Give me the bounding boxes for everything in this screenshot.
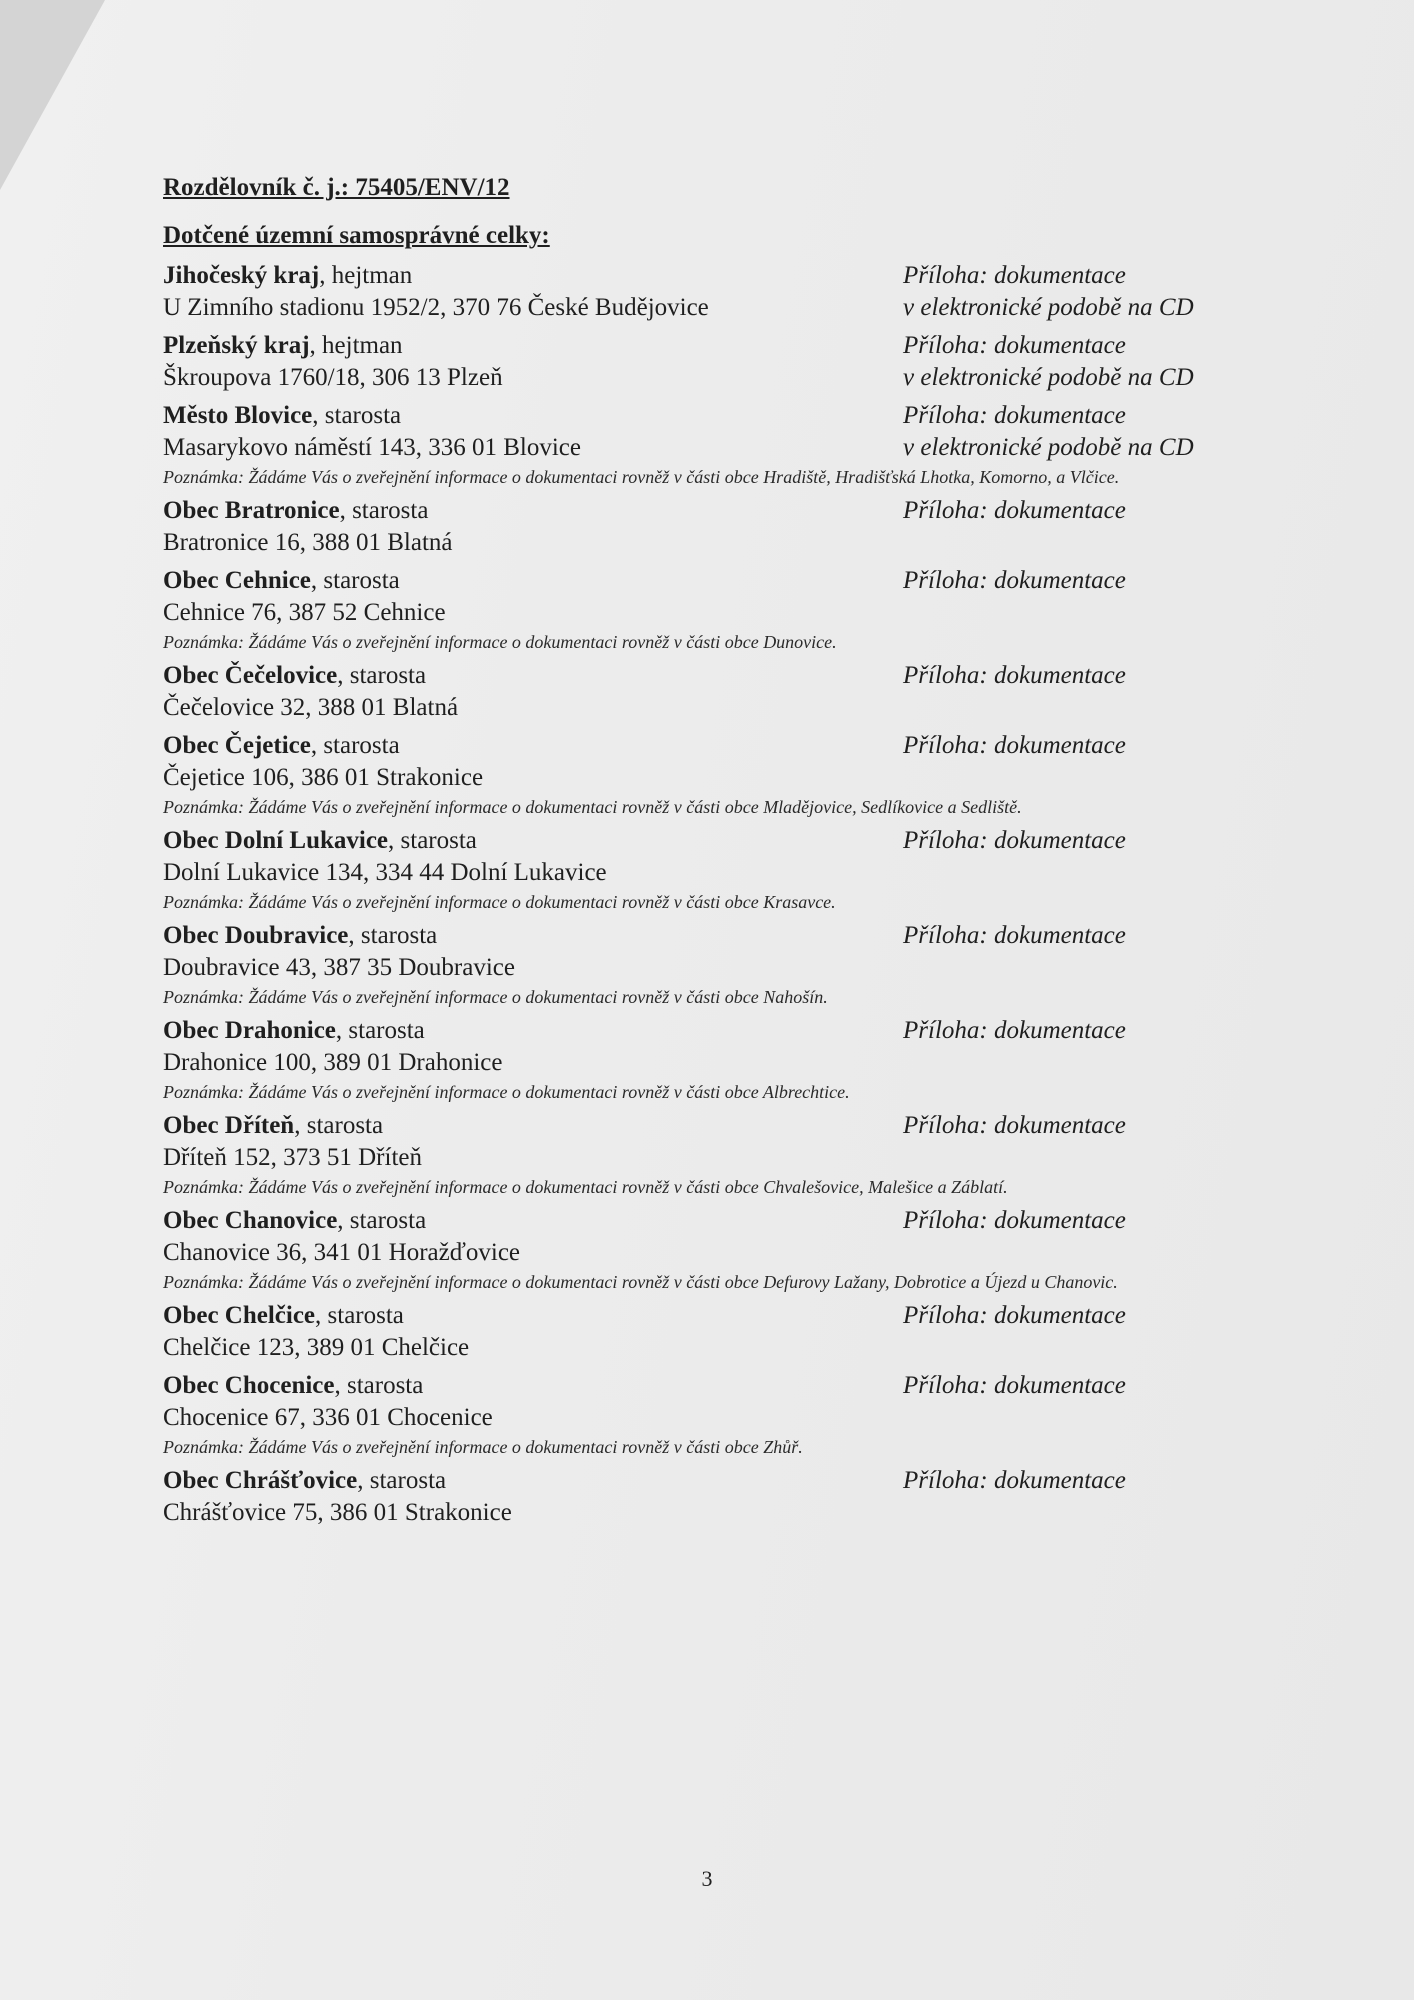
page-number: 3 xyxy=(701,1866,713,1891)
recipient-name: Obec Čečelovice xyxy=(163,662,338,689)
recipient-role: , starosta xyxy=(315,1302,404,1329)
recipient-entry xyxy=(163,565,1248,654)
recipient-role: , starosta xyxy=(337,1207,427,1234)
attachment-label: Příloha: dokumentace xyxy=(903,732,1126,759)
attachment-label: Příloha: dokumentace xyxy=(903,1372,1126,1399)
attachment-label: Příloha: dokumentace xyxy=(903,922,1126,949)
recipient-heading xyxy=(163,330,403,362)
recipient-note: Poznámka: Žádáme Vás o zveřejnění informace o dokumentaci rovněž v části obce Krasavce. xyxy=(163,892,836,912)
recipient-heading xyxy=(163,565,400,597)
attachment-label: Příloha: dokumentace xyxy=(903,1302,1126,1329)
recipient-heading xyxy=(163,1015,425,1047)
recipient-address: Chrášťovice 75, 386 01 Strakonice xyxy=(163,1499,512,1526)
recipient-role: , starosta xyxy=(294,1112,384,1139)
attachment-label: Příloha: dokumentace xyxy=(903,332,1126,359)
recipient-entry xyxy=(163,495,1248,559)
recipient-name: Plzeňský kraj xyxy=(163,332,310,359)
attachment-detail: v elektronické podobě na CD xyxy=(903,294,1194,321)
recipient-address: Dříteň 152, 373 51 Dříteň xyxy=(163,1144,422,1171)
attachment-label: Příloha: dokumentace xyxy=(903,1207,1126,1234)
attachment-detail: v elektronické podobě na CD xyxy=(903,434,1194,461)
recipient-heading xyxy=(163,920,437,952)
recipient-address: Chocenice 67, 336 01 Chocenice xyxy=(163,1404,493,1431)
attachment-label: Příloha: dokumentace xyxy=(903,1112,1126,1139)
recipient-name: Obec Doubravice xyxy=(163,922,349,949)
recipient-name: Obec Chocenice xyxy=(163,1372,335,1399)
section-heading: Dotčené územní samosprávné celky: xyxy=(163,222,550,249)
attachment-label: Příloha: dokumentace xyxy=(903,1017,1126,1044)
recipient-entry xyxy=(163,730,1248,819)
recipient-name: Město Blovice xyxy=(163,402,313,429)
recipient-entry xyxy=(163,825,1248,914)
recipient-role: , hejtman xyxy=(319,262,413,289)
attachment-label: Příloha: dokumentace xyxy=(903,402,1126,429)
recipient-name: Jihočeský kraj xyxy=(163,262,320,289)
recipient-entry xyxy=(163,400,1248,489)
recipient-name: Obec Chanovice xyxy=(163,1207,338,1234)
attachment-label: Příloha: dokumentace xyxy=(903,827,1126,854)
recipient-role: , starosta xyxy=(339,497,429,524)
recipient-role: , starosta xyxy=(357,1467,447,1494)
recipient-heading xyxy=(163,660,426,692)
attachment-detail: v elektronické podobě na CD xyxy=(903,364,1194,391)
recipient-heading xyxy=(163,825,477,857)
recipient-entry xyxy=(163,1465,1248,1529)
recipient-address: Čečelovice 32, 388 01 Blatná xyxy=(163,694,459,721)
attachment-label: Příloha: dokumentace xyxy=(903,567,1126,594)
recipient-role: , starosta xyxy=(310,567,400,594)
recipient-heading xyxy=(163,400,401,432)
recipient-address: Čejetice 106, 386 01 Strakonice xyxy=(163,764,484,791)
recipient-address: Bratronice 16, 388 01 Blatná xyxy=(163,529,453,556)
recipient-address: Cehnice 76, 387 52 Cehnice xyxy=(163,599,446,626)
recipient-address: Doubravice 43, 387 35 Doubravice xyxy=(163,954,515,981)
recipient-entry xyxy=(163,1370,1248,1459)
recipient-note: Poznámka: Žádáme Vás o zveřejnění informace o dokumentaci rovněž v části obce Zhůř. xyxy=(163,1437,803,1457)
recipient-role: , starosta xyxy=(310,732,400,759)
recipient-address: Dolní Lukavice 134, 334 44 Dolní Lukavice xyxy=(163,859,607,886)
recipient-role: , starosta xyxy=(312,402,402,429)
recipient-name: Obec Bratronice xyxy=(163,497,340,524)
recipient-name: Obec Chrášťovice xyxy=(163,1467,358,1494)
recipient-heading xyxy=(163,260,412,292)
recipient-name: Obec Chelčice xyxy=(163,1302,316,1329)
recipient-note: Poznámka: Žádáme Vás o zveřejnění informace o dokumentaci rovněž v části obce Nahošín. xyxy=(163,987,828,1007)
recipient-entry xyxy=(163,920,1248,1009)
recipient-name: Obec Čejetice xyxy=(163,732,311,759)
attachment-label: Příloha: dokumentace xyxy=(903,1467,1126,1494)
recipient-entry xyxy=(163,1205,1248,1294)
recipient-address: U Zimního stadionu 1952/2, 370 76 České Budějovice xyxy=(163,294,709,321)
recipient-role: , hejtman xyxy=(309,332,403,359)
recipient-heading xyxy=(163,495,428,527)
recipient-heading xyxy=(163,1370,423,1402)
recipient-heading xyxy=(163,730,400,762)
recipient-entry xyxy=(163,1300,1248,1364)
attachment-label: Příloha: dokumentace xyxy=(903,662,1126,689)
recipient-note: Poznámka: Žádáme Vás o zveřejnění informace o dokumentaci rovněž v části obce Dunovice. xyxy=(163,632,837,652)
recipient-address: Drahonice 100, 389 01 Drahonice xyxy=(163,1049,503,1076)
recipient-address: Škroupova 1760/18, 306 13 Plzeň xyxy=(163,364,503,391)
attachment-label: Příloha: dokumentace xyxy=(903,262,1126,289)
recipient-entries xyxy=(163,260,1248,1529)
recipient-note: Poznámka: Žádáme Vás o zveřejnění informace o dokumentaci rovněž v části obce Mladějovice, Sedlíkovice a Sedliště. xyxy=(163,797,1022,817)
recipient-role: , starosta xyxy=(334,1372,424,1399)
recipient-role: , starosta xyxy=(337,662,427,689)
recipient-role: , starosta xyxy=(335,1017,425,1044)
recipient-name: Obec Dolní Lukavice xyxy=(163,827,389,854)
document-reference-title: Rozdělovník č. j.: 75405/ENV/12 xyxy=(163,174,510,201)
recipient-role: , starosta xyxy=(388,827,477,854)
recipient-heading xyxy=(163,1465,446,1497)
recipient-note: Poznámka: Žádáme Vás o zveřejnění informace o dokumentaci rovněž v části obce Hradiště, Hradišťská Lhotka, Komorno, a Vlčice. xyxy=(163,467,1120,487)
recipient-note: Poznámka: Žádáme Vás o zveřejnění informace o dokumentaci rovněž v části obce Defurovy Lažany, Dobrotice a Újezd u Chanovic. xyxy=(163,1272,1118,1292)
recipient-address: Chelčice 123, 389 01 Chelčice xyxy=(163,1334,470,1361)
recipient-note: Poznámka: Žádáme Vás o zveřejnění informace o dokumentaci rovněž v části obce Chvalešovice, Malešice a Záblatí. xyxy=(163,1177,1008,1197)
recipient-heading xyxy=(163,1110,383,1142)
distribution-list xyxy=(163,172,1248,1535)
recipient-name: Obec Cehnice xyxy=(163,567,311,594)
attachment-label: Příloha: dokumentace xyxy=(903,497,1126,524)
recipient-note: Poznámka: Žádáme Vás o zveřejnění informace o dokumentaci rovněž v části obce Albrechtice. xyxy=(163,1082,850,1102)
page-corner-fold xyxy=(0,0,105,190)
recipient-name: Obec Dříteň xyxy=(163,1112,295,1139)
recipient-address: Chanovice 36, 341 01 Horažďovice xyxy=(163,1239,521,1266)
recipient-entry xyxy=(163,330,1248,394)
recipient-heading xyxy=(163,1300,404,1332)
recipient-entry xyxy=(163,260,1248,324)
recipient-heading xyxy=(163,1205,426,1237)
recipient-entry xyxy=(163,660,1248,724)
recipient-address: Masarykovo náměstí 143, 336 01 Blovice xyxy=(163,434,581,461)
recipient-name: Obec Drahonice xyxy=(163,1017,336,1044)
recipient-entry xyxy=(163,1110,1248,1199)
recipient-entry xyxy=(163,1015,1248,1104)
recipient-role: , starosta xyxy=(348,922,438,949)
